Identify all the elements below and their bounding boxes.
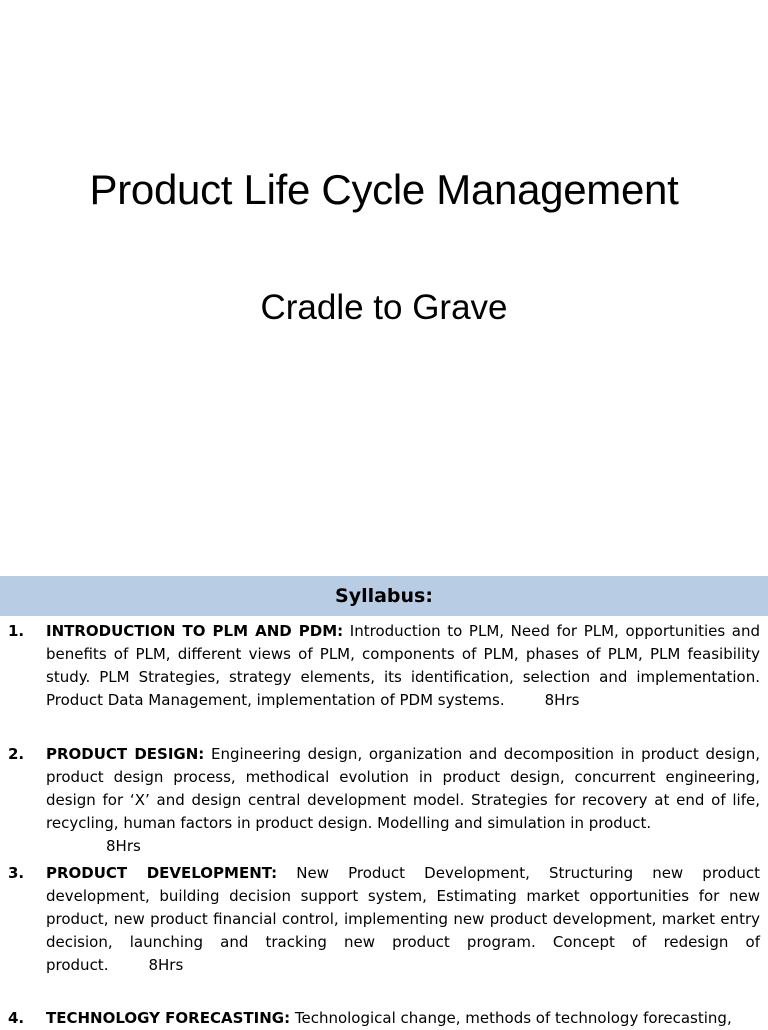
syllabus-header-bar bbox=[0, 576, 768, 616]
item-number: 2. bbox=[8, 745, 25, 763]
item-hours: 8Hrs bbox=[148, 956, 184, 974]
item-number: 3. bbox=[8, 864, 25, 882]
item-text: Technological change, methods of technology forecasting, bbox=[290, 1009, 732, 1027]
item-heading: PRODUCT DEVELOPMENT: bbox=[46, 864, 278, 882]
item-text: New Product Development, Structuring new product development, building decision support system, Estimating market opportunities for new product, new product financial control, implementing new product development, market entry decision, launching and tracking new product program. Concept of redesign of product. bbox=[46, 864, 760, 974]
syllabus-item-4 bbox=[0, 1007, 768, 1030]
item-body bbox=[46, 862, 760, 977]
item-number: 1. bbox=[8, 622, 25, 640]
item-body bbox=[46, 620, 760, 712]
item-body bbox=[46, 743, 760, 858]
syllabus-item-3 bbox=[0, 862, 768, 977]
item-text: Introduction to PLM, Need for PLM, opportunities and benefits of PLM, different views of PLM, components of PLM, phases of PLM, PLM feasibility study. PLM Strategies, strategy elements, its identification, selection and implementation. Product Data Management, implementation of PDM systems. bbox=[46, 622, 761, 709]
syllabus-item-1 bbox=[0, 620, 768, 712]
syllabus-item-2 bbox=[0, 743, 768, 858]
document-subtitle: Cradle to Grave bbox=[260, 288, 508, 327]
item-hours: 8Hrs bbox=[106, 837, 141, 855]
item-heading: INTRODUCTION TO PLM AND PDM: bbox=[46, 622, 344, 640]
item-body bbox=[46, 1007, 760, 1030]
item-hours: 8Hrs bbox=[544, 691, 580, 709]
item-heading: PRODUCT DESIGN: bbox=[46, 745, 205, 763]
syllabus-heading: Syllabus: bbox=[335, 585, 433, 607]
item-number: 4. bbox=[8, 1009, 25, 1027]
document-title: Product Life Cycle Management bbox=[89, 166, 679, 213]
item-heading: TECHNOLOGY FORECASTING: bbox=[46, 1009, 291, 1027]
syllabus-list bbox=[0, 620, 768, 1030]
item-text: Engineering design, organization and decomposition in product design, product design process, methodical evolution in product design, concurrent engineering, design for ‘X’ and design central development model. Strategies for recovery at end of life, recycling, human factors in product design. Modelling and simulation in product. bbox=[46, 745, 760, 832]
